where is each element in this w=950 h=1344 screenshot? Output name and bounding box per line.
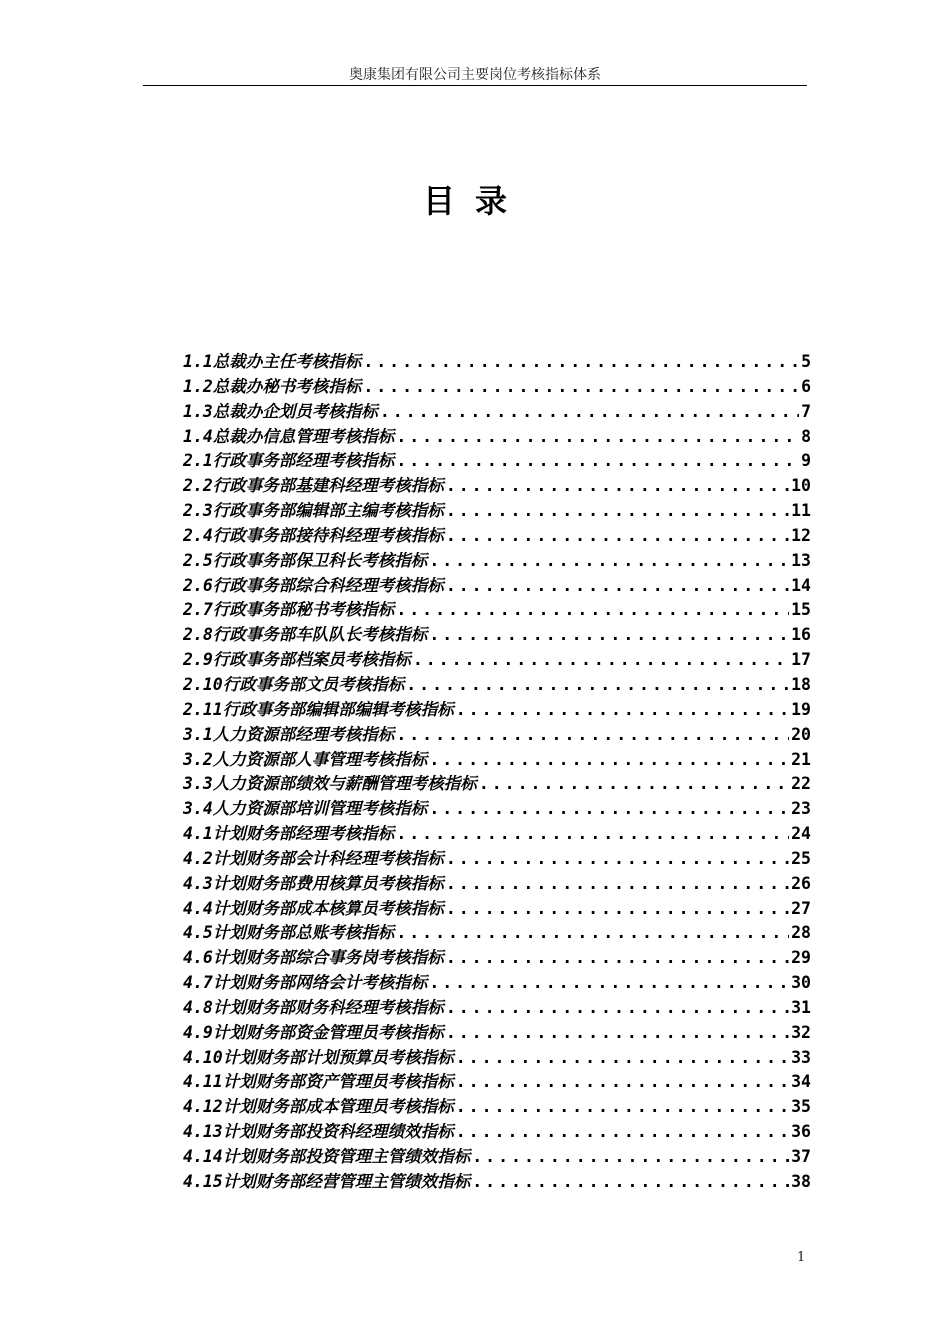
toc-entry[interactable] (183, 946, 811, 971)
toc-entry[interactable] (183, 474, 811, 499)
toc-entry[interactable] (183, 921, 811, 946)
toc-dot-leader (446, 847, 789, 872)
toc-entry-page: 17 (791, 650, 811, 670)
toc-entry[interactable] (183, 574, 811, 599)
toc-entry[interactable] (183, 648, 811, 673)
toc-entry-page: 37 (791, 1147, 811, 1166)
toc-entry[interactable] (183, 872, 811, 897)
toc-entry-page: 23 (791, 799, 811, 819)
toc-entry[interactable] (183, 698, 811, 723)
toc-entry[interactable] (183, 623, 811, 648)
toc-entry-label: 4.1计划财务部经理考核指标 (183, 824, 395, 844)
toc-entry-label: 4.7计划财务部网络会计考核指标 (183, 973, 428, 993)
toc-dot-leader (413, 648, 789, 673)
toc-entry-label: 3.4人力资源部培训管理考核指标 (183, 799, 428, 819)
toc-entry[interactable] (183, 797, 811, 822)
toc-entry-page: 13 (791, 550, 811, 570)
toc-entry-label: 4.12计划财务部成本管理员考核指标 (183, 1097, 454, 1117)
toc-entry-page: 7 (801, 401, 811, 421)
toc-entry-page: 15 (791, 600, 811, 620)
toc-entry-page: 36 (791, 1122, 811, 1142)
toc-entry-label: 1.4总裁办信息管理考核指标 (183, 426, 395, 446)
toc-entry-label: 1.3总裁办企划员考核指标 (183, 401, 378, 421)
toc-entry-page: 35 (791, 1097, 811, 1117)
toc-entry[interactable] (183, 598, 811, 623)
toc-entry-page: 38 (791, 1171, 811, 1191)
toc-entry[interactable] (183, 350, 811, 375)
toc-entry[interactable] (183, 822, 811, 847)
toc-entry-page: 29 (791, 948, 811, 968)
toc-dot-leader (406, 673, 789, 698)
toc-dot-leader (429, 549, 789, 574)
toc-dot-leader (429, 971, 789, 996)
toc-entry-label: 4.5计划财务部总账考核指标 (183, 923, 395, 943)
toc-entry-label: 4.14计划财务部投资管理主管绩效指标 (183, 1147, 471, 1166)
toc-dot-leader (456, 698, 789, 723)
toc-entry-label: 2.7行政事务部秘书考核指标 (183, 600, 395, 620)
toc-entry-label: 2.1行政事务部经理考核指标 (183, 451, 395, 471)
toc-entry-page: 14 (791, 575, 811, 595)
running-header: 奥康集团有限公司主要岗位考核指标体系 (349, 67, 601, 83)
toc-dot-leader (456, 1095, 789, 1120)
toc-entry[interactable] (183, 449, 811, 474)
toc-title: 目录 (422, 182, 527, 220)
toc-entry-page: 31 (791, 997, 811, 1017)
toc-entry[interactable] (183, 748, 811, 773)
toc-dot-leader (446, 946, 789, 971)
toc-entry-label: 4.8计划财务部财务科经理考核指标 (183, 997, 444, 1017)
toc-entry[interactable] (183, 1095, 811, 1120)
toc-dot-leader (396, 723, 789, 748)
table-of-contents (183, 350, 811, 1195)
toc-entry[interactable] (183, 499, 811, 524)
toc-entry-page: 28 (791, 923, 811, 943)
toc-entry-label: 2.3行政事务部编辑部主编考核指标 (183, 501, 444, 521)
toc-entry-page: 11 (791, 501, 811, 521)
toc-entry-label: 1.1总裁办主任考核指标 (183, 352, 362, 371)
toc-dot-leader (456, 1120, 789, 1145)
toc-entry-label: 3.3人力资源部绩效与薪酬管理考核指标 (183, 774, 477, 794)
toc-dot-leader (472, 1170, 789, 1195)
toc-entry-page: 34 (791, 1072, 811, 1092)
toc-entry-label: 2.10行政事务部文员考核指标 (183, 674, 405, 694)
toc-dot-leader (479, 772, 789, 797)
toc-entry[interactable] (183, 1021, 811, 1046)
toc-entry[interactable] (183, 897, 811, 922)
toc-entry-page: 10 (791, 476, 811, 496)
toc-entry-page: 32 (791, 1022, 811, 1042)
toc-entry-label: 4.6计划财务部综合事务岗考核指标 (183, 948, 444, 968)
toc-entry-label: 4.9计划财务部资金管理员考核指标 (183, 1022, 444, 1042)
toc-entry[interactable] (183, 772, 811, 797)
toc-entry-label: 4.4计划财务部成本核算员考核指标 (183, 898, 444, 918)
toc-dot-leader (446, 996, 789, 1021)
toc-entry[interactable] (183, 1120, 811, 1145)
toc-entry-page: 5 (801, 352, 811, 371)
toc-entry-page: 27 (791, 898, 811, 918)
toc-entry[interactable] (183, 1070, 811, 1095)
toc-dot-leader (429, 797, 789, 822)
toc-dot-leader (396, 598, 789, 623)
toc-entry-label: 4.2计划财务部会计科经理考核指标 (183, 848, 444, 868)
toc-entry-label: 4.11计划财务部资产管理员考核指标 (183, 1072, 454, 1092)
toc-entry-label: 3.1人力资源部经理考核指标 (183, 724, 395, 744)
toc-dot-leader (396, 449, 799, 474)
toc-entry-page: 26 (791, 873, 811, 893)
toc-entry-page: 8 (801, 426, 811, 446)
toc-dot-leader (446, 872, 789, 897)
toc-entry-label: 3.2人力资源部人事管理考核指标 (183, 749, 428, 769)
toc-dot-leader (446, 474, 789, 499)
toc-entry[interactable] (183, 1170, 811, 1195)
toc-dot-leader (363, 350, 799, 375)
toc-dot-leader (396, 425, 799, 450)
toc-entry[interactable] (183, 375, 811, 400)
toc-dot-leader (429, 748, 789, 773)
toc-dot-leader (396, 822, 789, 847)
toc-entry[interactable] (183, 971, 811, 996)
header-divider (143, 85, 807, 86)
toc-entry-label: 2.5行政事务部保卫科长考核指标 (183, 550, 428, 570)
toc-entry[interactable] (183, 425, 811, 450)
toc-entry-page: 21 (791, 749, 811, 769)
toc-entry[interactable] (183, 549, 811, 574)
toc-entry[interactable] (183, 1046, 811, 1071)
toc-dot-leader (446, 574, 789, 599)
toc-entry-label: 2.4行政事务部接待科经理考核指标 (183, 525, 444, 545)
toc-entry[interactable] (183, 847, 811, 872)
toc-entry-page: 19 (791, 699, 811, 719)
toc-entry-label: 4.13计划财务部投资科经理绩效指标 (183, 1122, 454, 1142)
toc-entry-page: 6 (801, 376, 811, 396)
toc-dot-leader (456, 1070, 789, 1095)
toc-entry[interactable] (183, 1145, 811, 1170)
toc-entry[interactable] (183, 673, 811, 698)
toc-entry-page: 33 (791, 1047, 811, 1067)
toc-entry-label: 2.11行政事务部编辑部编辑考核指标 (183, 699, 454, 719)
toc-dot-leader (363, 375, 799, 400)
toc-dot-leader (446, 1021, 789, 1046)
toc-entry-page: 12 (791, 525, 811, 545)
toc-entry[interactable] (183, 400, 811, 425)
toc-entry-page: 30 (791, 973, 811, 993)
toc-entry-page: 20 (791, 724, 811, 744)
toc-entry-page: 18 (791, 674, 811, 694)
toc-entry[interactable] (183, 723, 811, 748)
toc-dot-leader (456, 1046, 789, 1071)
toc-dot-leader (446, 897, 789, 922)
toc-dot-leader (380, 400, 799, 425)
toc-entry-label: 2.9行政事务部档案员考核指标 (183, 650, 411, 670)
toc-entry-label: 1.2总裁办秘书考核指标 (183, 376, 362, 396)
toc-entry-page: 25 (791, 848, 811, 868)
toc-entry-label: 2.2行政事务部基建科经理考核指标 (183, 476, 444, 496)
page-number: 1 (797, 1250, 806, 1265)
toc-dot-leader (472, 1145, 789, 1170)
toc-entry-label: 4.3计划财务部费用核算员考核指标 (183, 873, 444, 893)
toc-entry[interactable] (183, 996, 811, 1021)
toc-entry-page: 16 (791, 625, 811, 645)
toc-entry[interactable] (183, 524, 811, 549)
toc-entry-label: 2.8行政事务部车队队长考核指标 (183, 625, 428, 645)
toc-dot-leader (429, 623, 789, 648)
toc-entry-label: 4.10计划财务部计划预算员考核指标 (183, 1047, 454, 1067)
toc-entry-label: 4.15计划财务部经营管理主管绩效指标 (183, 1171, 471, 1191)
toc-dot-leader (446, 524, 789, 549)
toc-entry-page: 22 (791, 774, 811, 794)
toc-dot-leader (396, 921, 789, 946)
toc-entry-label: 2.6行政事务部综合科经理考核指标 (183, 575, 444, 595)
toc-entry-page: 24 (791, 824, 811, 844)
toc-entry-page: 9 (801, 451, 811, 471)
toc-dot-leader (446, 499, 789, 524)
